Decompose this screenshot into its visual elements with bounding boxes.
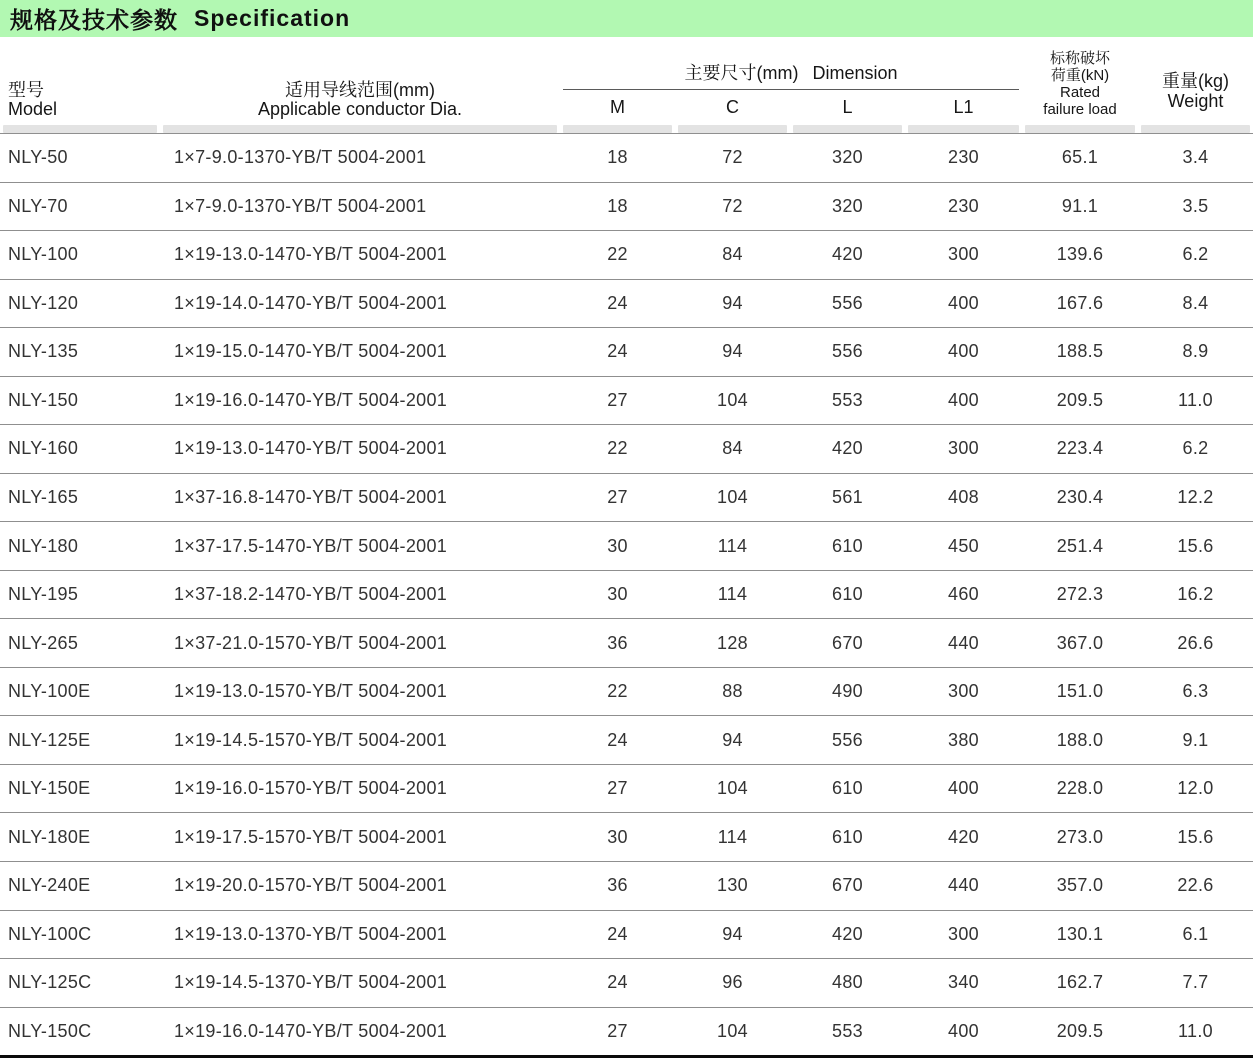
table-row bbox=[0, 618, 1253, 667]
cell-model: NLY-150 bbox=[8, 389, 79, 410]
cell-dim-m: 24 bbox=[607, 972, 628, 993]
cell-dim-m: 22 bbox=[607, 438, 628, 459]
table-row bbox=[0, 910, 1253, 959]
cell-rated-failure-load: 188.5 bbox=[1056, 341, 1104, 362]
cell-dim-m: 27 bbox=[607, 486, 628, 507]
cell-dim-m: 36 bbox=[607, 632, 628, 653]
cell-dim-c: 84 bbox=[722, 244, 743, 265]
cell-rated-failure-load: 162.7 bbox=[1056, 972, 1104, 993]
cell-dim-l: 553 bbox=[832, 389, 863, 410]
cell-dim-m: 30 bbox=[607, 826, 628, 847]
cell-dim-l1: 400 bbox=[948, 292, 979, 313]
cell-dim-m: 27 bbox=[607, 389, 628, 410]
cell-rated-failure-load: 272.3 bbox=[1056, 584, 1104, 605]
header-rated-failure-load bbox=[1022, 50, 1138, 118]
separator-bar bbox=[908, 125, 1019, 133]
cell-rated-failure-load: 228.0 bbox=[1056, 778, 1104, 799]
cell-conductor: 1×19-16.0-1570-YB/T 5004-2001 bbox=[174, 778, 448, 799]
header-conductor bbox=[160, 81, 560, 119]
cell-rated-failure-load: 91.1 bbox=[1061, 195, 1099, 216]
cell-model: NLY-165 bbox=[8, 486, 79, 507]
table-row bbox=[0, 182, 1253, 231]
cell-dim-c: 104 bbox=[717, 486, 748, 507]
cell-conductor: 1×19-16.0-1470-YB/T 5004-2001 bbox=[174, 1020, 448, 1041]
header-separator-bars bbox=[0, 125, 1253, 133]
cell-model: NLY-150C bbox=[8, 1020, 92, 1041]
cell-conductor: 1×19-13.0-1570-YB/T 5004-2001 bbox=[174, 681, 448, 702]
cell-rated-failure-load: 251.4 bbox=[1056, 535, 1104, 556]
cell-model: NLY-120 bbox=[8, 292, 79, 313]
cell-weight: 12.2 bbox=[1177, 486, 1214, 507]
table-row bbox=[0, 327, 1253, 376]
cell-weight: 6.2 bbox=[1182, 244, 1209, 265]
table-header bbox=[0, 37, 1253, 125]
section-title-zh: 规格及技术参数 bbox=[10, 7, 178, 33]
cell-conductor: 1×19-13.0-1470-YB/T 5004-2001 bbox=[174, 244, 448, 265]
cell-conductor: 1×19-14.5-1370-YB/T 5004-2001 bbox=[174, 972, 448, 993]
cell-conductor: 1×7-9.0-1370-YB/T 5004-2001 bbox=[174, 195, 427, 216]
header-model-en: Model bbox=[8, 99, 58, 119]
separator-bar bbox=[793, 125, 902, 133]
cell-dim-l1: 450 bbox=[948, 535, 979, 556]
cell-rated-failure-load: 273.0 bbox=[1056, 826, 1104, 847]
cell-dim-m: 22 bbox=[607, 244, 628, 265]
cell-dim-m: 22 bbox=[607, 681, 628, 702]
cell-dim-c: 72 bbox=[722, 195, 743, 216]
cell-dim-l: 553 bbox=[832, 1020, 863, 1041]
cell-dim-m: 30 bbox=[607, 535, 628, 556]
cell-weight: 12.0 bbox=[1177, 778, 1214, 799]
cell-dim-l: 420 bbox=[832, 923, 863, 944]
cell-rated-failure-load: 139.6 bbox=[1056, 244, 1104, 265]
cell-weight: 16.2 bbox=[1177, 584, 1214, 605]
cell-dim-l: 420 bbox=[832, 244, 863, 265]
separator-bar bbox=[3, 125, 157, 133]
header-dimension-en: Dimension bbox=[812, 63, 898, 83]
cell-dim-l: 610 bbox=[832, 826, 863, 847]
cell-dim-l1: 400 bbox=[948, 1020, 979, 1041]
cell-dim-c: 104 bbox=[717, 778, 748, 799]
cell-dim-c: 72 bbox=[722, 147, 743, 168]
table-row bbox=[0, 133, 1253, 182]
cell-dim-l1: 300 bbox=[948, 681, 979, 702]
cell-model: NLY-180 bbox=[8, 535, 79, 556]
cell-conductor: 1×37-18.2-1470-YB/T 5004-2001 bbox=[174, 584, 448, 605]
cell-dim-m: 24 bbox=[607, 341, 628, 362]
cell-conductor: 1×19-13.0-1370-YB/T 5004-2001 bbox=[174, 923, 448, 944]
cell-dim-l1: 440 bbox=[948, 632, 979, 653]
cell-weight: 9.1 bbox=[1182, 729, 1209, 750]
cell-dim-l1: 230 bbox=[948, 195, 979, 216]
cell-dim-m: 18 bbox=[607, 147, 628, 168]
cell-dim-l: 610 bbox=[832, 535, 863, 556]
cell-dim-l: 670 bbox=[832, 632, 863, 653]
cell-dim-c: 94 bbox=[722, 729, 743, 750]
cell-model: NLY-150E bbox=[8, 778, 91, 799]
header-model-zh: 型号 bbox=[8, 80, 44, 100]
cell-dim-l1: 408 bbox=[948, 486, 979, 507]
cell-dim-c: 130 bbox=[717, 875, 748, 896]
cell-model: NLY-100 bbox=[8, 244, 79, 265]
cell-dim-l1: 400 bbox=[948, 389, 979, 410]
section-title-bar bbox=[0, 0, 1253, 37]
cell-dim-l: 561 bbox=[832, 486, 863, 507]
table-row bbox=[0, 279, 1253, 328]
cell-weight: 6.1 bbox=[1182, 923, 1209, 944]
cell-dim-m: 27 bbox=[607, 778, 628, 799]
header-rated-zh1: 标称破坏 bbox=[1049, 50, 1110, 67]
cell-dim-l1: 300 bbox=[948, 438, 979, 459]
cell-dim-c: 114 bbox=[717, 826, 748, 847]
header-rated-zh2: 荷重(kN) bbox=[1050, 67, 1110, 84]
cell-dim-l1: 440 bbox=[948, 875, 979, 896]
table-row bbox=[0, 715, 1253, 764]
cell-model: NLY-50 bbox=[8, 147, 68, 168]
header-weight-zh: 重量(kg) bbox=[1162, 71, 1229, 91]
header-conductor-zh: 适用导线范围(mm) bbox=[285, 80, 435, 100]
cell-conductor: 1×7-9.0-1370-YB/T 5004-2001 bbox=[174, 147, 427, 168]
cell-dim-l1: 300 bbox=[948, 923, 979, 944]
cell-dim-c: 114 bbox=[717, 535, 748, 556]
cell-dim-m: 24 bbox=[607, 292, 628, 313]
cell-dim-m: 24 bbox=[607, 729, 628, 750]
header-model bbox=[8, 81, 57, 119]
cell-model: NLY-125E bbox=[8, 729, 91, 750]
cell-model: NLY-195 bbox=[8, 584, 79, 605]
header-dim-l: L bbox=[842, 97, 853, 117]
cell-rated-failure-load: 367.0 bbox=[1056, 632, 1104, 653]
cell-model: NLY-265 bbox=[8, 632, 79, 653]
cell-dim-l: 420 bbox=[832, 438, 863, 459]
header-weight-en: Weight bbox=[1167, 91, 1224, 111]
cell-weight: 11.0 bbox=[1178, 389, 1213, 410]
header-weight bbox=[1138, 71, 1253, 111]
separator-bar bbox=[163, 125, 557, 133]
table-row bbox=[0, 521, 1253, 570]
cell-dim-m: 24 bbox=[607, 923, 628, 944]
cell-dim-m: 36 bbox=[607, 875, 628, 896]
cell-model: NLY-70 bbox=[8, 195, 68, 216]
header-dimension-group bbox=[560, 59, 1022, 85]
cell-dim-l1: 400 bbox=[948, 341, 979, 362]
cell-model: NLY-100C bbox=[8, 923, 92, 944]
cell-weight: 8.4 bbox=[1182, 292, 1209, 313]
cell-dim-l: 556 bbox=[832, 341, 863, 362]
table-row bbox=[0, 667, 1253, 716]
cell-weight: 8.9 bbox=[1182, 341, 1209, 362]
cell-dim-l1: 400 bbox=[948, 778, 979, 799]
cell-rated-failure-load: 188.0 bbox=[1056, 729, 1104, 750]
header-dimension-zh: 主要尺寸(mm) bbox=[684, 63, 799, 83]
cell-model: NLY-135 bbox=[8, 341, 79, 362]
cell-dim-l: 610 bbox=[832, 584, 863, 605]
cell-dim-l: 556 bbox=[832, 292, 863, 313]
cell-dim-c: 114 bbox=[717, 584, 748, 605]
cell-dim-c: 104 bbox=[717, 1020, 748, 1041]
cell-dim-c: 88 bbox=[722, 681, 743, 702]
cell-dim-l1: 340 bbox=[948, 972, 979, 993]
table-body bbox=[0, 133, 1253, 1058]
cell-dim-c: 104 bbox=[717, 389, 748, 410]
cell-rated-failure-load: 230.4 bbox=[1056, 486, 1104, 507]
header-dim-c: C bbox=[726, 97, 739, 117]
table-row bbox=[0, 1007, 1253, 1056]
cell-dim-c: 128 bbox=[717, 632, 748, 653]
cell-weight: 22.6 bbox=[1177, 875, 1214, 896]
cell-conductor: 1×37-21.0-1570-YB/T 5004-2001 bbox=[174, 632, 448, 653]
dimension-group-underline bbox=[563, 89, 1019, 90]
cell-conductor: 1×19-17.5-1570-YB/T 5004-2001 bbox=[174, 826, 448, 847]
cell-dim-c: 84 bbox=[722, 438, 743, 459]
cell-conductor: 1×19-15.0-1470-YB/T 5004-2001 bbox=[174, 341, 448, 362]
header-dim-m: M bbox=[610, 97, 625, 117]
cell-weight: 7.7 bbox=[1182, 972, 1209, 993]
separator-bar bbox=[1025, 125, 1135, 133]
cell-rated-failure-load: 209.5 bbox=[1056, 1020, 1104, 1041]
separator-bar bbox=[678, 125, 787, 133]
cell-model: NLY-125C bbox=[8, 972, 92, 993]
cell-dim-l: 490 bbox=[832, 681, 863, 702]
cell-dim-l1: 420 bbox=[948, 826, 979, 847]
cell-conductor: 1×19-16.0-1470-YB/T 5004-2001 bbox=[174, 389, 448, 410]
cell-weight: 6.2 bbox=[1182, 438, 1209, 459]
cell-rated-failure-load: 167.6 bbox=[1056, 292, 1104, 313]
cell-dim-c: 96 bbox=[722, 972, 743, 993]
cell-rated-failure-load: 65.1 bbox=[1061, 147, 1099, 168]
cell-rated-failure-load: 209.5 bbox=[1056, 389, 1104, 410]
cell-dim-m: 27 bbox=[607, 1020, 628, 1041]
cell-dim-c: 94 bbox=[722, 923, 743, 944]
cell-dim-l: 610 bbox=[832, 778, 863, 799]
cell-model: NLY-100E bbox=[8, 681, 91, 702]
section-title-en: Specification bbox=[194, 5, 351, 31]
cell-weight: 3.5 bbox=[1182, 195, 1209, 216]
header-rated-en1: Rated bbox=[1059, 84, 1101, 101]
cell-conductor: 1×19-20.0-1570-YB/T 5004-2001 bbox=[174, 875, 448, 896]
separator-bar bbox=[563, 125, 672, 133]
header-conductor-en: Applicable conductor Dia. bbox=[257, 99, 463, 119]
table-row bbox=[0, 473, 1253, 522]
cell-weight: 15.6 bbox=[1177, 826, 1214, 847]
cell-dim-l1: 300 bbox=[948, 244, 979, 265]
cell-dim-l: 480 bbox=[832, 972, 863, 993]
cell-rated-failure-load: 357.0 bbox=[1056, 875, 1104, 896]
cell-rated-failure-load: 223.4 bbox=[1056, 438, 1104, 459]
cell-model: NLY-240E bbox=[8, 875, 91, 896]
table-row bbox=[0, 861, 1253, 910]
cell-weight: 3.4 bbox=[1182, 147, 1209, 168]
cell-dim-l: 670 bbox=[832, 875, 863, 896]
cell-weight: 26.6 bbox=[1177, 632, 1214, 653]
separator-bar bbox=[1141, 125, 1250, 133]
cell-model: NLY-160 bbox=[8, 438, 79, 459]
table-row bbox=[0, 570, 1253, 619]
cell-dim-c: 94 bbox=[722, 292, 743, 313]
cell-weight: 15.6 bbox=[1177, 535, 1214, 556]
cell-conductor: 1×37-16.8-1470-YB/T 5004-2001 bbox=[174, 486, 448, 507]
header-dimension-columns bbox=[560, 97, 1022, 118]
cell-dim-c: 94 bbox=[722, 341, 743, 362]
cell-dim-m: 18 bbox=[607, 195, 628, 216]
table-row bbox=[0, 230, 1253, 279]
cell-dim-l1: 230 bbox=[948, 147, 979, 168]
header-dim-l1: L1 bbox=[953, 97, 974, 117]
cell-dim-l: 320 bbox=[832, 147, 863, 168]
cell-dim-l: 556 bbox=[832, 729, 863, 750]
table-row bbox=[0, 812, 1253, 861]
cell-rated-failure-load: 130.1 bbox=[1056, 923, 1104, 944]
cell-conductor: 1×19-14.5-1570-YB/T 5004-2001 bbox=[174, 729, 448, 750]
cell-rated-failure-load: 151.0 bbox=[1056, 681, 1104, 702]
cell-dim-l1: 460 bbox=[948, 584, 979, 605]
cell-dim-l: 320 bbox=[832, 195, 863, 216]
cell-conductor: 1×19-14.0-1470-YB/T 5004-2001 bbox=[174, 292, 448, 313]
table-row bbox=[0, 424, 1253, 473]
cell-conductor: 1×19-13.0-1470-YB/T 5004-2001 bbox=[174, 438, 448, 459]
header-rated-en2: failure load bbox=[1043, 101, 1117, 118]
cell-conductor: 1×37-17.5-1470-YB/T 5004-2001 bbox=[174, 535, 448, 556]
table-row bbox=[0, 764, 1253, 813]
table-row bbox=[0, 958, 1253, 1007]
cell-weight: 6.3 bbox=[1182, 681, 1209, 702]
cell-weight: 11.0 bbox=[1178, 1020, 1213, 1041]
cell-dim-m: 30 bbox=[607, 584, 628, 605]
cell-model: NLY-180E bbox=[8, 826, 91, 847]
table-row bbox=[0, 376, 1253, 425]
cell-dim-l1: 380 bbox=[948, 729, 979, 750]
